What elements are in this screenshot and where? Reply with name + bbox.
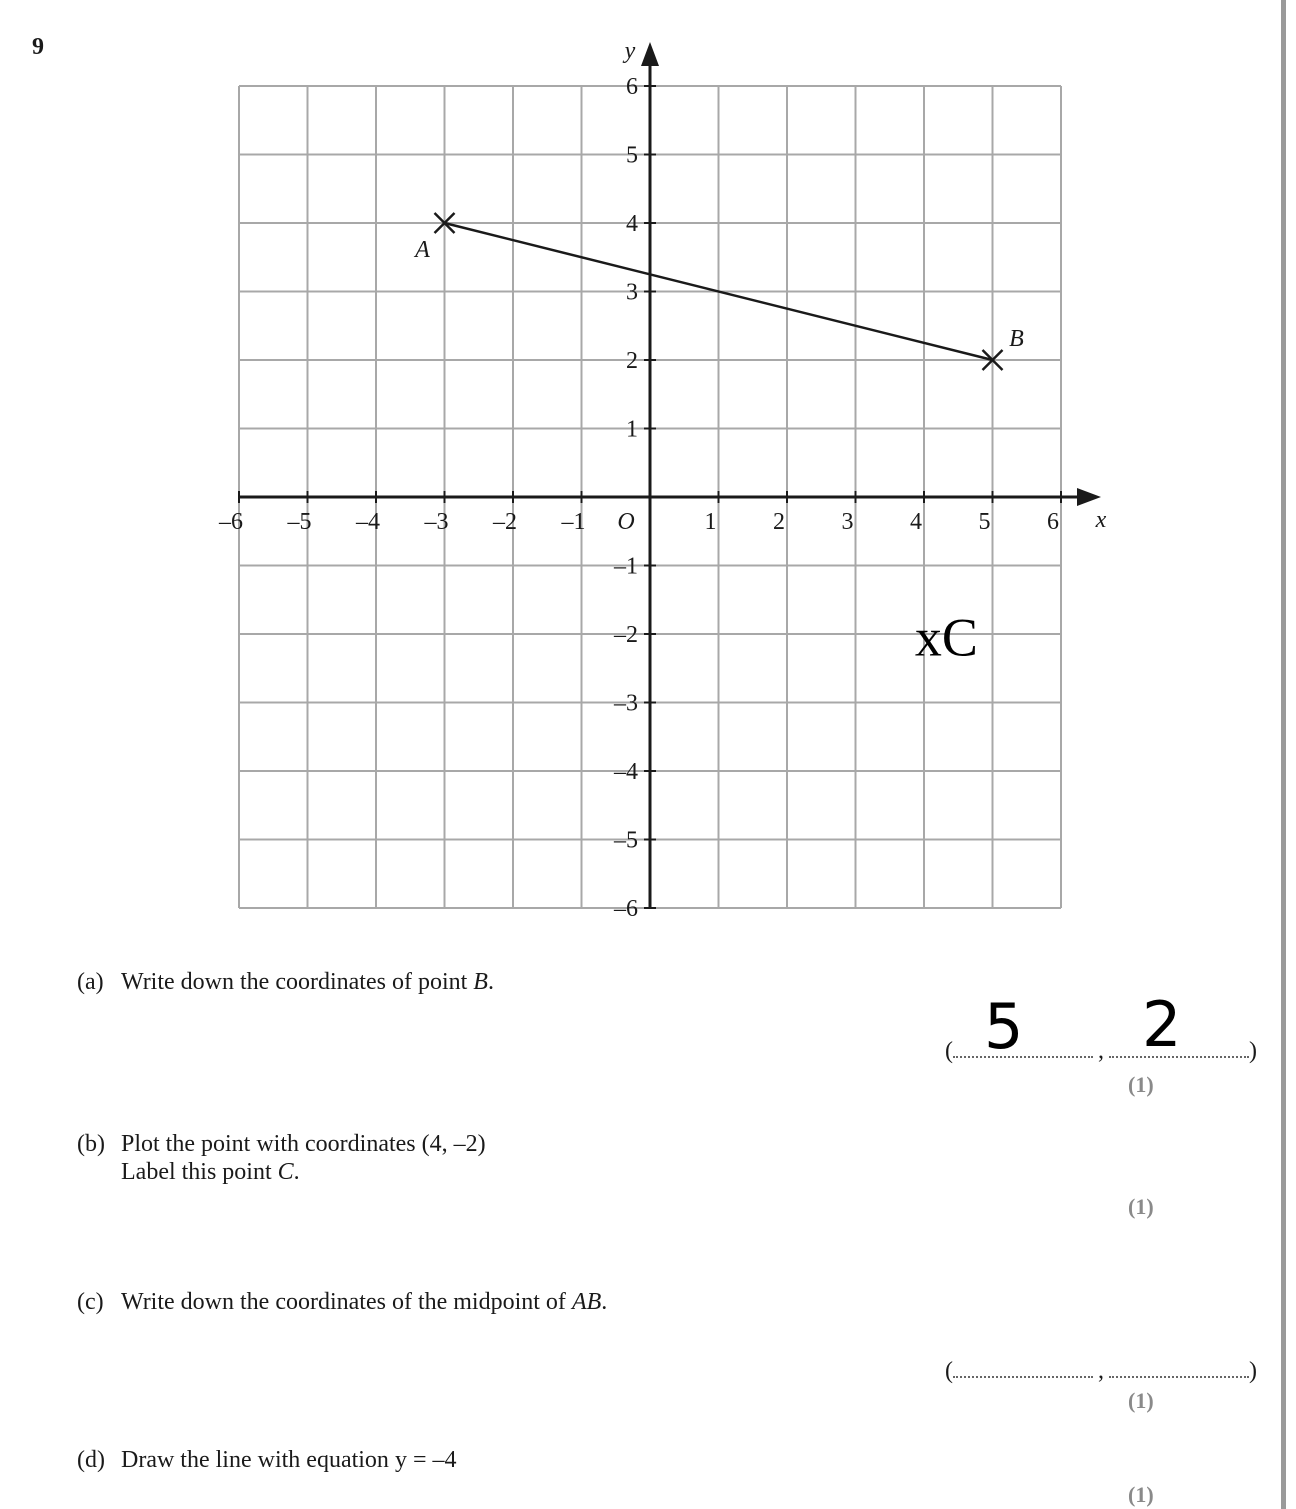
origin-label: O [617,509,635,535]
y-tick-label: 3 [626,279,638,306]
part-b-line1: Plot the point with coordinates (4, –2) [121,1131,486,1157]
part-d [77,1446,456,1474]
part-c-ref: AB [571,1289,602,1315]
y-tick-label: –1 [614,553,638,580]
answer-c-x-field[interactable] [953,1358,1093,1378]
part-b-label: (b) [77,1131,105,1157]
marks-c: (1) [1128,1388,1154,1413]
x-tick-label: –4 [356,509,380,535]
y-tick-label: 6 [626,74,638,100]
x-tick-label: –1 [561,509,586,535]
y-tick-label: 1 [626,416,638,443]
part-a-label: (a) [77,969,104,995]
answer-c-open: ( [945,1358,953,1384]
x-tick-label: 2 [773,509,785,535]
y-tick-label: –5 [614,827,638,854]
answer-a-close: ) [1249,1038,1257,1064]
y-tick-label: –2 [614,622,638,648]
part-b-end: . [293,1159,300,1185]
part-a [77,968,494,996]
y-tick-label: –3 [614,690,638,717]
part-c-label: (c) [77,1289,104,1315]
answer-a-x-handwritten: 5 [984,990,1024,1063]
answer-a-comma: , [1098,1038,1104,1064]
marks-b: (1) [1128,1194,1154,1219]
answer-a-open: ( [945,1038,953,1064]
x-axis-arrow [1077,488,1101,506]
y-tick-label: 5 [626,142,638,169]
x-axis-label: x [1095,507,1107,533]
y-tick-label: 2 [626,348,638,374]
answer-c-comma: , [1098,1358,1104,1384]
part-b-ref: C [277,1159,294,1185]
part-a-ref: B [473,969,488,995]
x-tick-label: –5 [287,509,312,535]
marks-a: (1) [1128,1072,1154,1097]
marks-d: (1) [1128,1482,1154,1507]
x-tick-label: 4 [910,509,922,535]
x-tick-label: 5 [978,509,991,535]
x-tick-label: 3 [841,509,854,535]
part-d-equation: y = –4 [394,1447,457,1473]
y-tick-label: –6 [614,896,638,922]
y-tick-label: –4 [614,759,638,785]
part-a-text: Write down the coordinates of point [121,969,474,995]
x-tick-label: –6 [219,509,243,535]
answer-a-y-handwritten: 2 [1142,988,1182,1061]
part-d-text: Draw the line with equation [121,1447,395,1473]
part-a-end: . [487,969,494,995]
part-c-text: Write down the coordinates of the midpoint of [121,1289,572,1315]
y-axis-label: y [624,38,636,64]
point-a-label: A [415,237,430,263]
x-tick-label: 1 [704,509,717,535]
answer-c-field[interactable] [945,1358,1257,1385]
y-axis-arrow [641,42,659,66]
y-tick-label: 4 [626,211,638,237]
x-tick-label: 6 [1047,509,1059,535]
part-c [77,1288,607,1316]
handwritten-point-c: xC [914,607,978,668]
question-number: 9 [32,34,44,60]
part-c-end: . [601,1289,608,1315]
answer-c-y-field[interactable] [1109,1358,1249,1378]
part-b-line2: Label this point [121,1159,278,1185]
part-d-label: (d) [77,1447,105,1473]
x-tick-label: –3 [424,509,449,535]
point-b-label: B [1009,326,1024,352]
answer-c-close: ) [1249,1358,1257,1384]
part-b [77,1130,486,1186]
x-tick-label: –2 [493,509,517,535]
